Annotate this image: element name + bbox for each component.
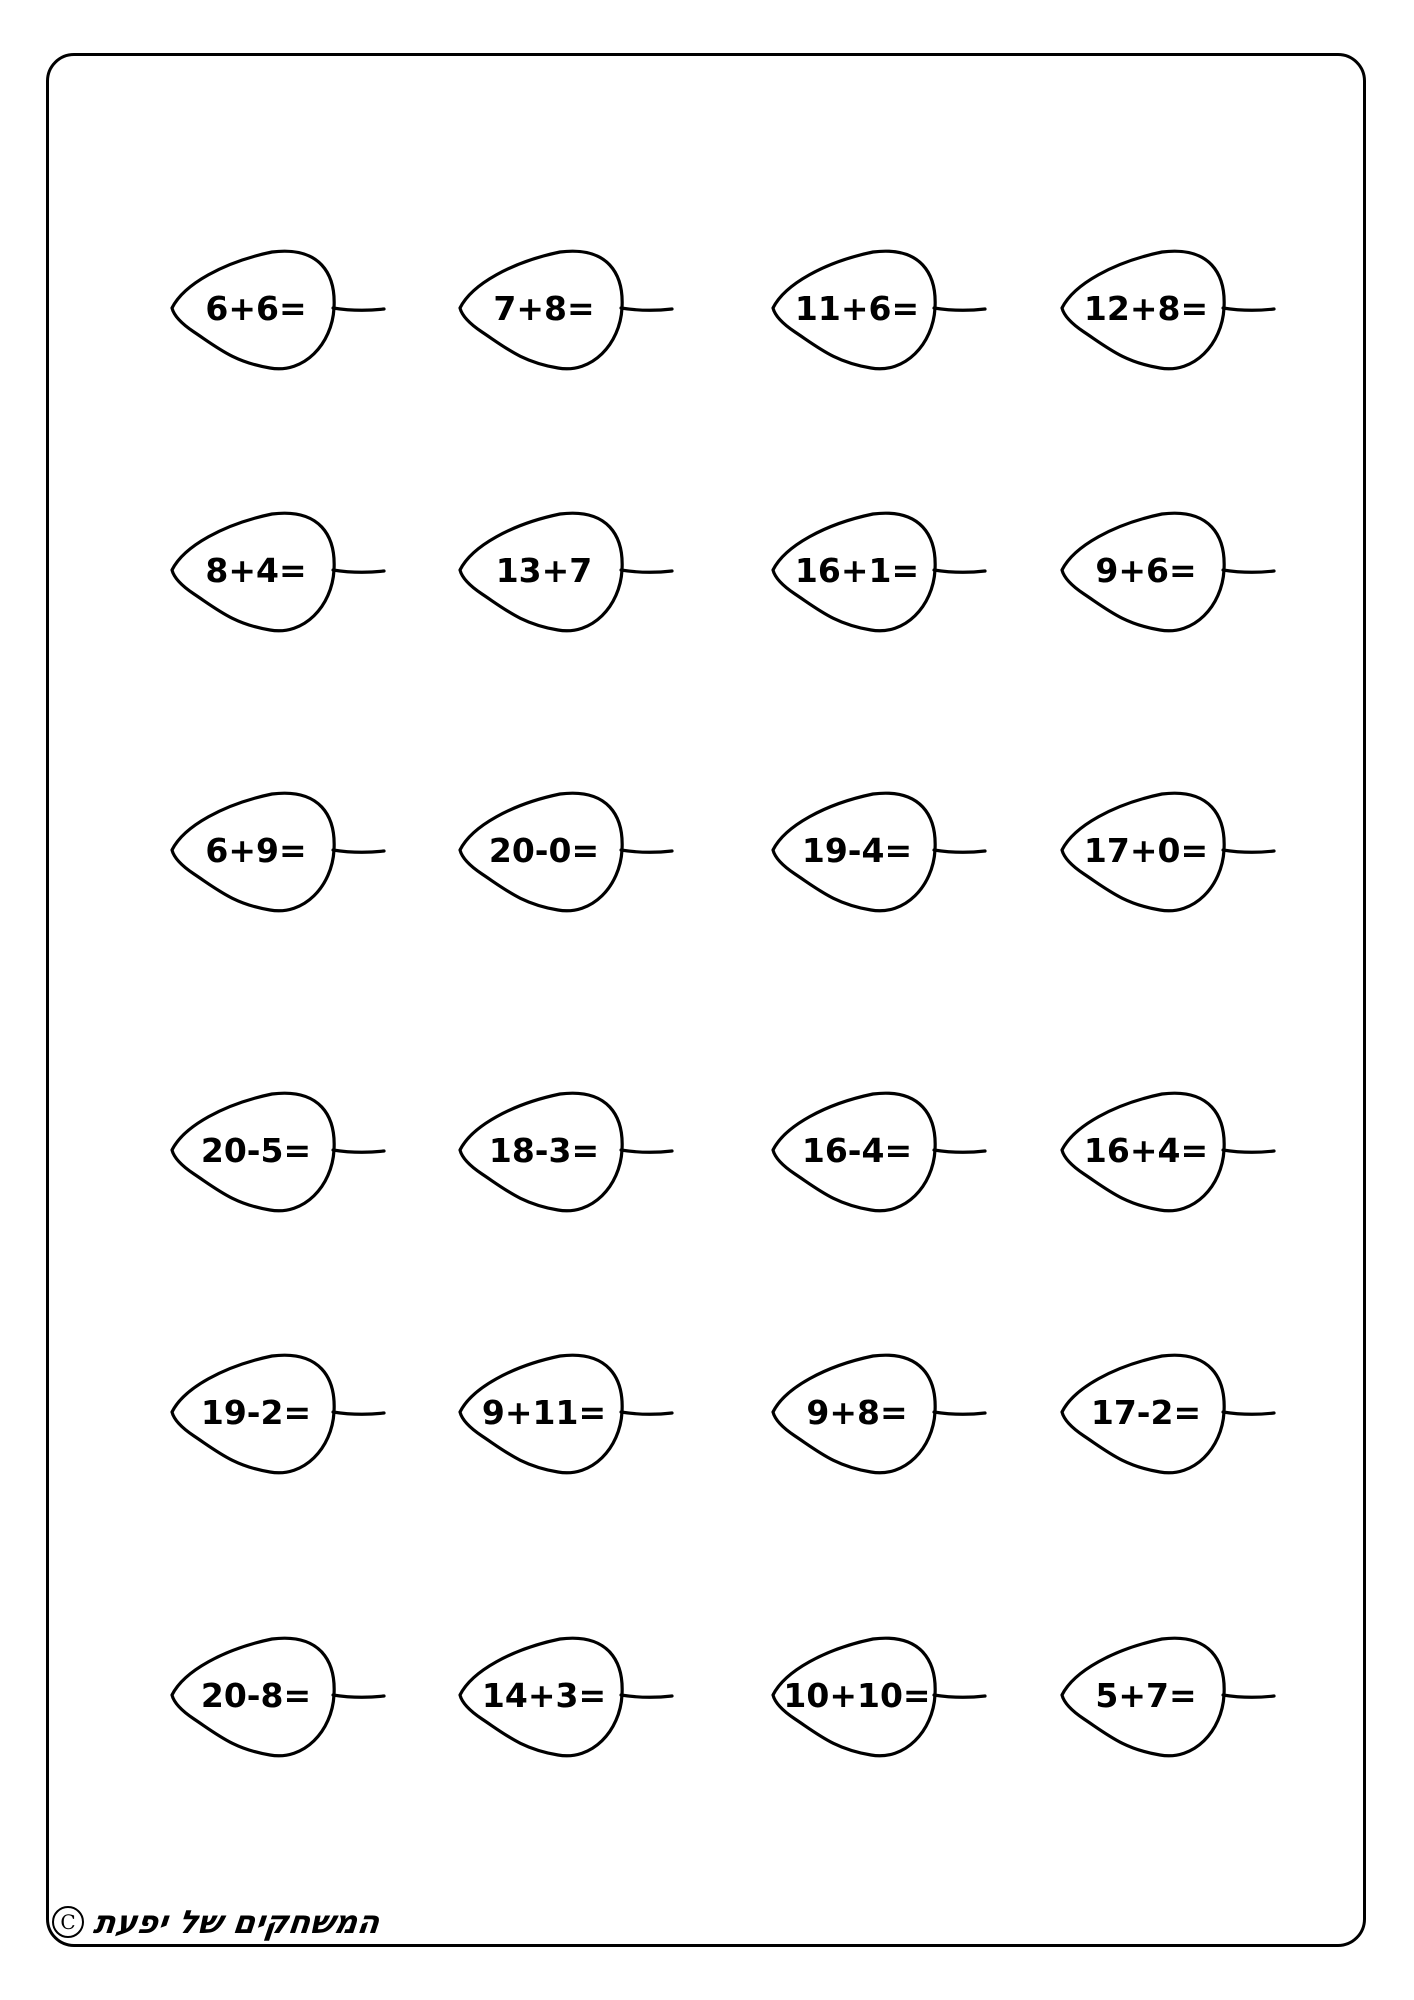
leaf-stem [1223,850,1274,852]
exercise-label: 16-4= [801,1131,913,1170]
leaf-stem [934,308,985,310]
leaf-exercise [1062,1093,1274,1211]
leaf-stem [621,1695,672,1697]
exercise-label: 5+7= [1095,1676,1197,1715]
exercise-label: 10+10= [783,1676,931,1715]
leaf-stem [934,1150,985,1152]
leaf-stem [333,1150,384,1152]
leaf-exercise [460,1638,672,1756]
copyright-footer [52,1900,383,1944]
exercise-label: 9+11= [481,1393,607,1432]
leaf-stem [621,308,672,310]
leaf-stem [333,1412,384,1414]
leaf-exercise [773,513,985,631]
leaf-exercise [460,251,672,369]
exercise-label: 19-4= [801,831,913,870]
leaf-exercise [773,1093,985,1211]
exercise-label: 16+1= [794,551,920,590]
leaf-exercise [172,793,384,911]
exercise-label: 14+3= [481,1676,607,1715]
leaf-exercise [1062,251,1274,369]
leaf-stem [1223,1412,1274,1414]
exercise-label: 8+4= [205,551,307,590]
exercise-label: 12+8= [1083,289,1209,328]
exercise-label: 6+6= [205,289,307,328]
leaf-exercise [773,1638,985,1756]
leaf-stem [333,850,384,852]
leaf-exercise [1062,793,1274,911]
leaf-stem [934,1412,985,1414]
exercise-label: 9+6= [1095,551,1197,590]
leaf-exercise [172,1638,384,1756]
leaf-stem [333,1695,384,1697]
exercise-label: 13+7 [495,551,593,590]
exercise-label: 7+8= [493,289,595,328]
exercise-label: 19-2= [200,1393,312,1432]
exercise-label: 6+9= [205,831,307,870]
exercise-label: 9+8= [806,1393,908,1432]
leaf-exercise [172,1355,384,1473]
leaf-exercise [773,1355,985,1473]
leaf-exercise [460,1093,672,1211]
leaf-stem [934,570,985,572]
leaf-stem [934,850,985,852]
leaf-exercise [1062,513,1274,631]
leaf-stem [934,1695,985,1697]
leaf-stem [333,570,384,572]
leaf-exercise [172,1093,384,1211]
exercise-label: 20-8= [200,1676,312,1715]
leaf-stem [621,570,672,572]
leaf-exercise [172,251,384,369]
leaf-stem [1223,1695,1274,1697]
leaf-exercise [1062,1355,1274,1473]
exercise-label: 18-3= [488,1131,600,1170]
leaf-stem [1223,308,1274,310]
exercise-label: 17+0= [1083,831,1209,870]
leaf-stem [333,308,384,310]
exercise-label: 11+6= [794,289,920,328]
leaf-stem [621,1412,672,1414]
leaf-stem [1223,570,1274,572]
exercise-label: 20-5= [200,1131,312,1170]
leaf-stem [621,850,672,852]
exercise-label: 20-0= [488,831,600,870]
leaf-exercise [773,251,985,369]
leaf-stem [1223,1150,1274,1152]
exercise-label: 16+4= [1083,1131,1209,1170]
brand-name: המשחקים של יפעת [91,1903,383,1941]
leaf-exercise [460,793,672,911]
copyright-icon: C [52,1906,84,1938]
exercise-label: 17-2= [1090,1393,1202,1432]
leaf-stem [621,1150,672,1152]
leaf-exercise [773,793,985,911]
leaf-exercise [460,513,672,631]
leaf-exercise [1062,1638,1274,1756]
leaf-exercise [172,513,384,631]
leaf-exercise [460,1355,672,1473]
